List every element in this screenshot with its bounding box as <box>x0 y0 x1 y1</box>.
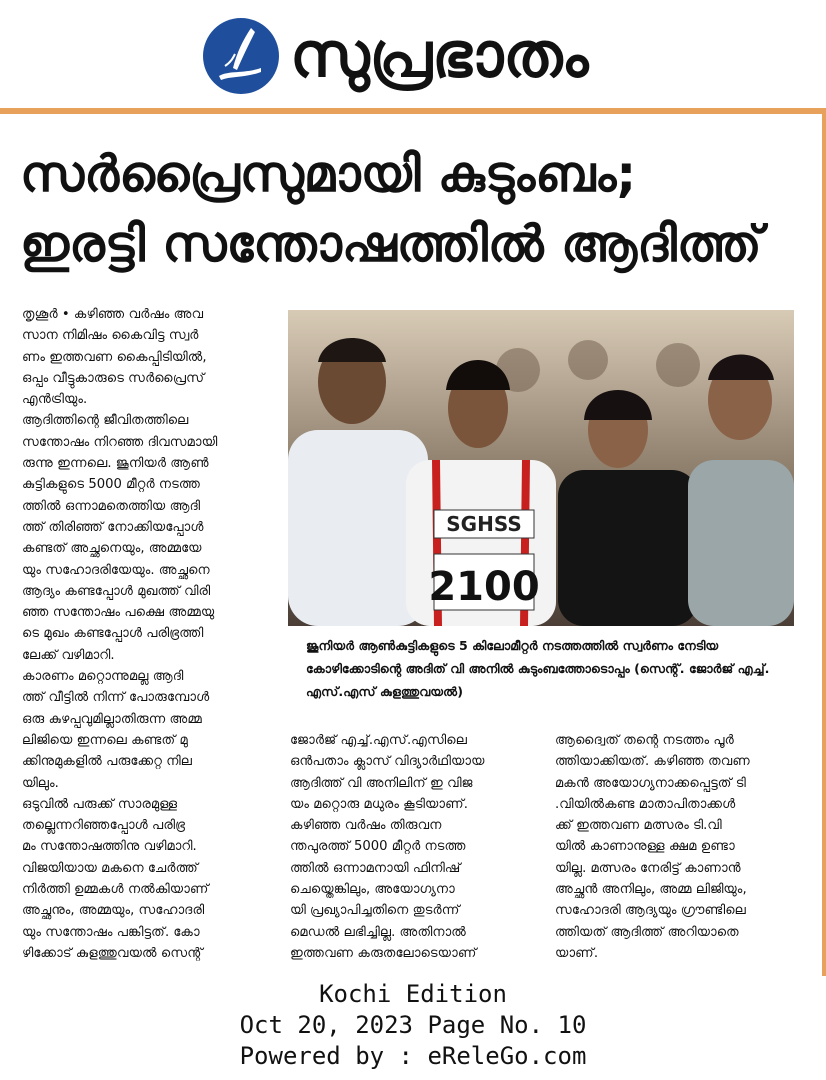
photo-caption: ജൂനിയർ ആൺകുട്ടികളുടെ 5 കിലോമീറ്റർ നടത്തത്തിൽ സ്വർണം നേടിയ കോഴിക്കോടിന്റെ അദിത് വി അനിൽ കുടുംബത്തോടൊപ്പം (സെന്റ്. ജോർജ് എച്ച്. എസ്.എസ് കുളത്തുവയൽ) <box>306 638 770 699</box>
bib-number: 2100 <box>428 564 540 610</box>
footer-powered-by: Powered by : eReleGo.com <box>239 1042 587 1070</box>
page-border-right <box>822 114 826 976</box>
newspaper-logo-icon <box>203 18 279 94</box>
headline-line-2: ഇരട്ടി സന്തോഷത്തിൽ ആദിത്ത് <box>20 215 762 273</box>
footer-edition: Kochi Edition <box>319 980 507 1008</box>
quill-feather-icon <box>203 18 279 94</box>
newspaper-title: സുപ്രഭാതം <box>290 18 589 91</box>
article-column-3: ആദ്വൈത് തന്റെ നടത്തം പൂർ ത്തിയാക്കിയത്. കഴിഞ്ഞ തവണ മകൻ അയോഗ്യനാക്കപ്പെട്ടത് ടി .വിയിൽകണ്ട മാതാപിതാക്കൾ ക്ക് ഇത്തവണ മത്സരം ടി.വി യിൽ കാണാനുള്ള ക്ഷമ ഉണ്ടാ യില്ല. മത്സരം നേരിട്ട് കാണാൻ അച്ഛൻ അനിലും, അമ്മ ലിജിയും, സഹോദരി ആദ്യയും ഗ്രൗണ്ടിലെ ത്തിയത് ആദിത്ത് അറിയാതെ യാണ്. <box>555 733 750 961</box>
masthead <box>0 0 826 108</box>
article-column-1: തൃശൂർ • കഴിഞ്ഞ വർഷം അവ സാന നിമിഷം കൈവിട്ട സ്വർ ണം ഇത്തവണ കൈപ്പിടിയിൽ, ഒപ്പം വീട്ടുകാരുടെ സർപ്രൈസ് എൻട്രിയും. ആദിത്തിന്റെ ജീവിതത്തിലെ സന്തോഷം നിറഞ്ഞ ദിവസമായി രുന്നു ഇന്നലെ. ജൂനിയർ ആൺ കുട്ടികളുടെ 5000 മീറ്റർ നടത്ത ത്തിൽ ഒന്നാമതെത്തിയ ആദി ത്ത് തിരിഞ്ഞ് നോക്കിയപ്പോൾ കണ്ടത് അച്ഛനെയും, അമ്മയേ യും സഹോദരിയേയും. അച്ഛനെ ആദ്യം കണ്ടപ്പോൾ മുഖത്ത് വിരി ഞ്ഞ സന്തോഷം പക്ഷെ അമ്മയു ടെ മുഖം കണ്ടപ്പോൾ പരിഭ്രത്തി ലേക്ക് വഴിമാറി. കാരണം മറ്റൊന്നുമല്ല ആദി ത്ത് വീട്ടിൽ നിന്ന് പോരുമ്പോൾ ഒരു കുഴപ്പവുമില്ലാതിരുന്ന അമ്മ ലിജിയെ ഇന്നലെ കണ്ടത് മു ക്കിനുമുകളിൽ പരുക്കേറ്റ നില യിലും. ഒടുവിൽ പരുക്ക് സാരമുള്ള തല്ലെന്നറിഞ്ഞപ്പോൾ പരിഭ്ര മം സന്തോഷത്തിനു വഴിമാറി. വിജയിയായ മകനെ ചേർത്ത് നിർത്തി ഉമ്മകൾ നൽകിയാണ് അച്ഛനും, അമ്മയും, സഹോദരി യും സന്തോഷം പങ്കിട്ടത്. കോ ഴിക്കോട് കുളത്തുവയൽ സെന്റ് <box>22 307 218 961</box>
family-photo <box>288 310 794 626</box>
bib-school-label: SGHSS <box>446 512 522 536</box>
footer-date-page: Oct 20, 2023 Page No. 10 <box>239 1011 587 1039</box>
family-photo-illustration <box>288 310 794 626</box>
masthead-divider <box>0 108 826 114</box>
headline-line-1: സർപ്രൈസുമായി കുടുംബം; <box>20 145 637 203</box>
article-column-2: ജോർജ് എച്ച്.എസ്.എസിലെ ഒൻപതാം ക്ലാസ് വിദ്യാർഥിയായ ആദിത്ത് വി അനിലിന് ഇ വിജ യം മറ്റൊരു മധുരം കൂടിയാണ്. കഴിഞ്ഞ വർഷം തിരുവന ന്തപുരത്ത് 5000 മീറ്റർ നടത്ത ത്തിൽ ഒന്നാമനായി ഫിനിഷ് ചെയ്തെങ്കിലും, അയോഗ്യനാ യി പ്രഖ്യാപിച്ചതിനെ തുടർന്ന് മെഡൽ ലഭിച്ചില്ല. അതിനാൽ ഇത്തവണ കരുതലോടെയാണ് <box>290 733 485 961</box>
